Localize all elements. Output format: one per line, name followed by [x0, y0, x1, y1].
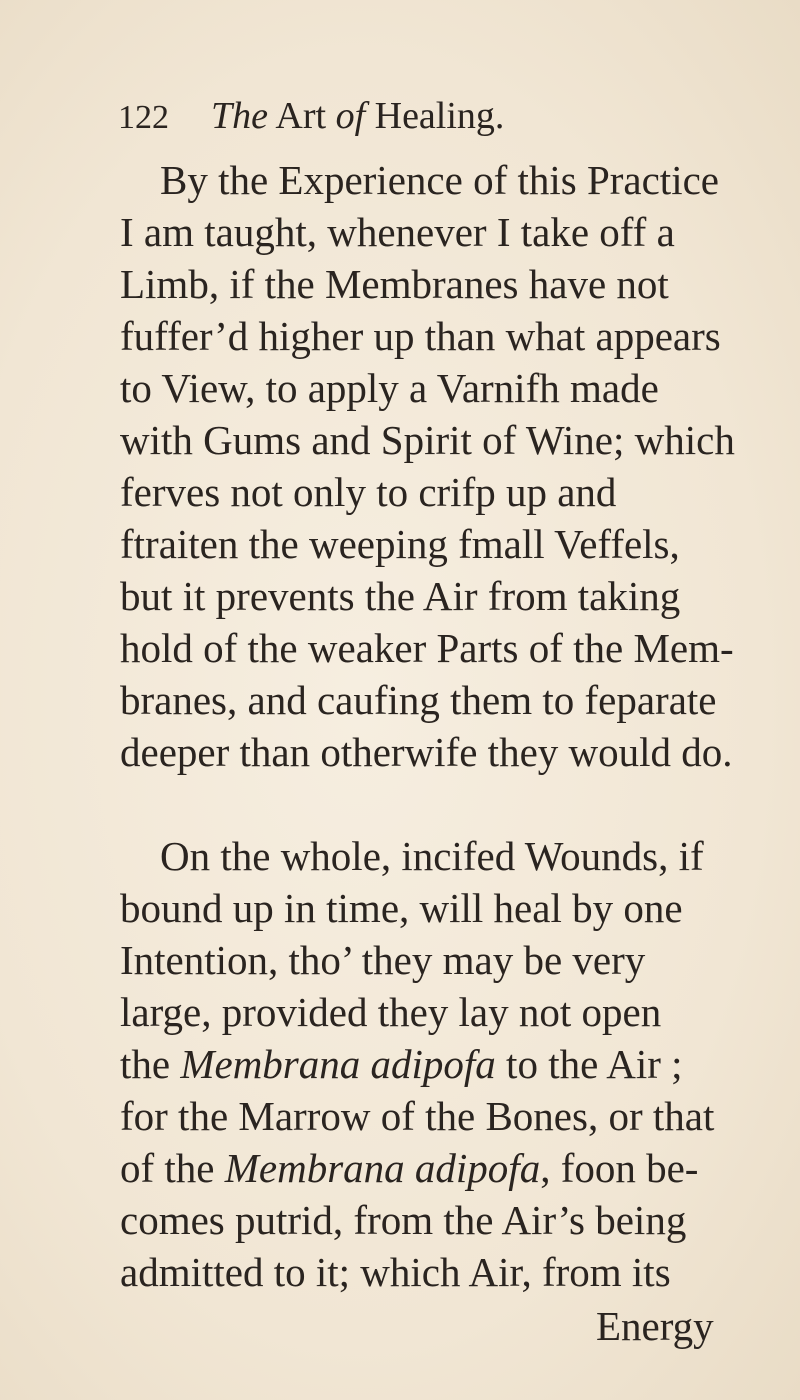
text-line: Intention, tho’ they may be very — [120, 937, 646, 983]
text-segment: to the Air ; — [495, 1041, 683, 1087]
text-line: fuffer’d higher up than what appears — [120, 313, 721, 359]
running-head-italic-of: of — [335, 95, 366, 137]
text-line: but it prevents the Air from taking — [120, 573, 681, 619]
text-line: Limb, if the Membranes have not — [120, 261, 669, 307]
text-line: By the Experience of this Practice — [160, 157, 719, 203]
latin-term: Membrana adipofa — [180, 1041, 496, 1087]
text-segment: , foon be- — [540, 1145, 699, 1191]
text-line: branes, and caufing them to feparate — [120, 677, 717, 723]
text-line: bound up in time, will heal by one — [120, 885, 683, 931]
text-line — [120, 1142, 698, 1194]
text-segment: the — [120, 1041, 181, 1087]
text-line: On the whole, incifed Wounds, if — [160, 833, 704, 879]
page-number: 122 — [118, 99, 169, 136]
text-line: deeper than otherwife they would do. — [120, 729, 733, 775]
running-head-italic: The — [211, 95, 268, 137]
text-line: with Gums and Spirit of Wine; which — [120, 417, 735, 463]
running-head-roman: Art — [268, 95, 336, 137]
text-line: large, provided they lay not open — [120, 989, 662, 1035]
latin-term: Membrana adipofa — [224, 1145, 541, 1191]
running-head-roman-2: Healing. — [365, 95, 505, 137]
text-line: I am taught, whenever I take off a — [120, 209, 675, 255]
text-line: for the Marrow of the Bones, or that — [120, 1093, 715, 1139]
page-header — [118, 86, 718, 146]
text-line: admitted to it; which Air, from its — [120, 1249, 671, 1295]
text-line: hold of the weaker Parts of the Mem- — [120, 625, 734, 671]
text-line — [120, 1038, 683, 1090]
text-segment: of the — [120, 1145, 225, 1191]
text-line: ftraiten the weeping fmall Veffels, — [120, 521, 680, 567]
text-line: to View, to apply a Varnifh made — [120, 365, 659, 411]
text-line: ferves not only to crifp up and — [120, 469, 617, 515]
text-line: comes putrid, from the Air’s being — [120, 1197, 687, 1243]
running-head — [211, 95, 504, 137]
catchword: Energy — [596, 1303, 714, 1349]
